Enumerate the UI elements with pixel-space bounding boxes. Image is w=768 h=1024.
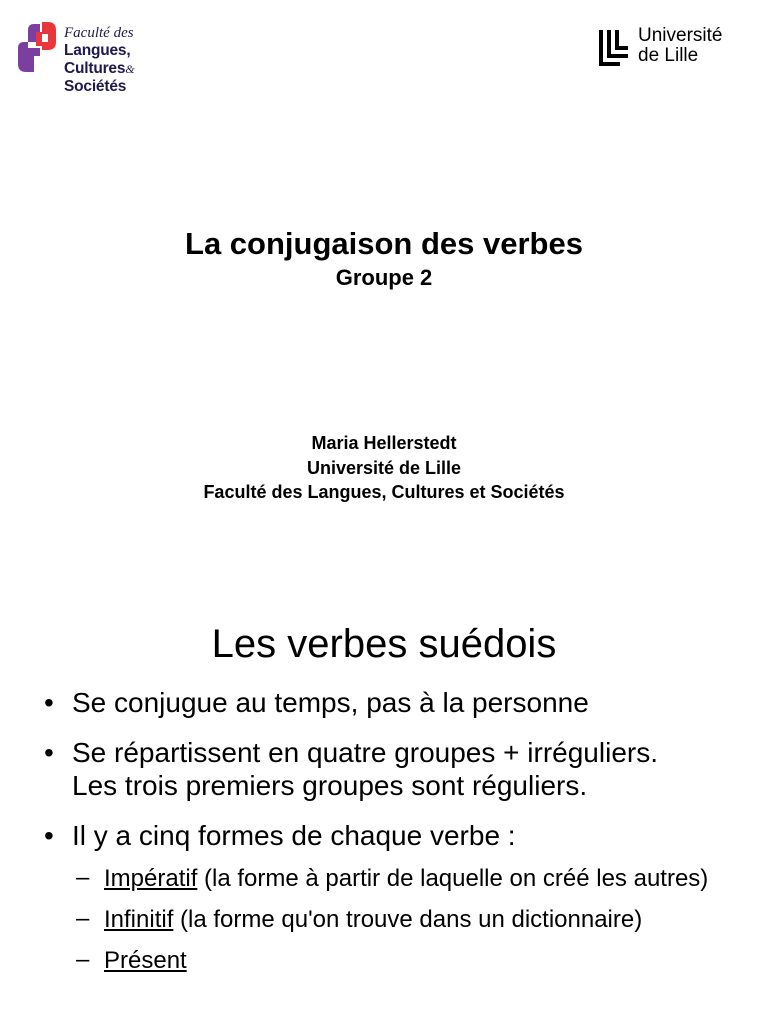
bullet-text: Il y a cinq formes de chaque verbe :: [72, 820, 516, 851]
verb-form-term: Présent: [104, 947, 187, 974]
faculty-logo-line4: Sociétés: [64, 78, 127, 95]
faculty-logo: [14, 18, 154, 104]
author-faculty: Faculté des Langues, Cultures et Sociétés: [203, 482, 565, 502]
content-slide: [0, 590, 768, 1024]
faculty-logo-mark-icon: [14, 20, 60, 76]
presentation-subtitle: Groupe 2: [335, 265, 433, 290]
university-logo-line2: de Lille: [638, 45, 699, 66]
sub-bullet-dash: –: [76, 905, 90, 932]
bullet-text: Se répartissent en quatre groupes + irréguliers.: [72, 737, 658, 768]
sub-bullet-dash: –: [76, 864, 90, 891]
presentation-title: La conjugaison des verbes: [185, 226, 583, 261]
slide-title: Les verbes suédois: [211, 622, 557, 666]
author-block: [0, 431, 768, 505]
faculty-logo-ampersand: &: [125, 62, 135, 76]
bullet-item: [44, 819, 744, 852]
bullet-dot: •: [44, 737, 54, 768]
author-university: Université de Lille: [306, 457, 462, 478]
bullet-dot: •: [44, 820, 54, 851]
faculty-logo-line1: Faculté des: [64, 25, 134, 41]
sub-bullet-dash: –: [76, 946, 90, 973]
bullet-dot: •: [44, 687, 54, 718]
university-logo-mark-icon: [598, 28, 634, 66]
author-name: Maria Hellerstedt: [311, 433, 457, 453]
university-logo-text: [638, 26, 722, 66]
faculty-logo-line2: Langues,: [64, 42, 131, 59]
bullet-text: Se conjugue au temps, pas à la personne: [72, 687, 589, 718]
bullet-item: [44, 736, 744, 802]
verb-form-term: Infinitif: [104, 906, 174, 933]
bullet-item: [44, 686, 744, 719]
bullet-text-continuation: Les trois premiers groupes sont réguliers.: [72, 770, 588, 801]
sub-bullet-item: [44, 905, 744, 934]
university-logo-line1: Université: [638, 25, 723, 46]
sub-bullet-item: [44, 946, 744, 975]
faculty-logo-line3: Cultures: [64, 60, 126, 77]
verb-form-description: (la forme à partir de laquelle on créé les autres): [197, 865, 709, 892]
bullet-list: [44, 686, 744, 987]
university-logo: [598, 26, 748, 70]
verb-form-term: Impératif: [104, 865, 198, 892]
verb-form-description: (la forme qu'on trouve dans un dictionnaire): [173, 906, 643, 933]
faculty-logo-text: [64, 24, 134, 96]
sub-bullet-item: [44, 864, 744, 893]
